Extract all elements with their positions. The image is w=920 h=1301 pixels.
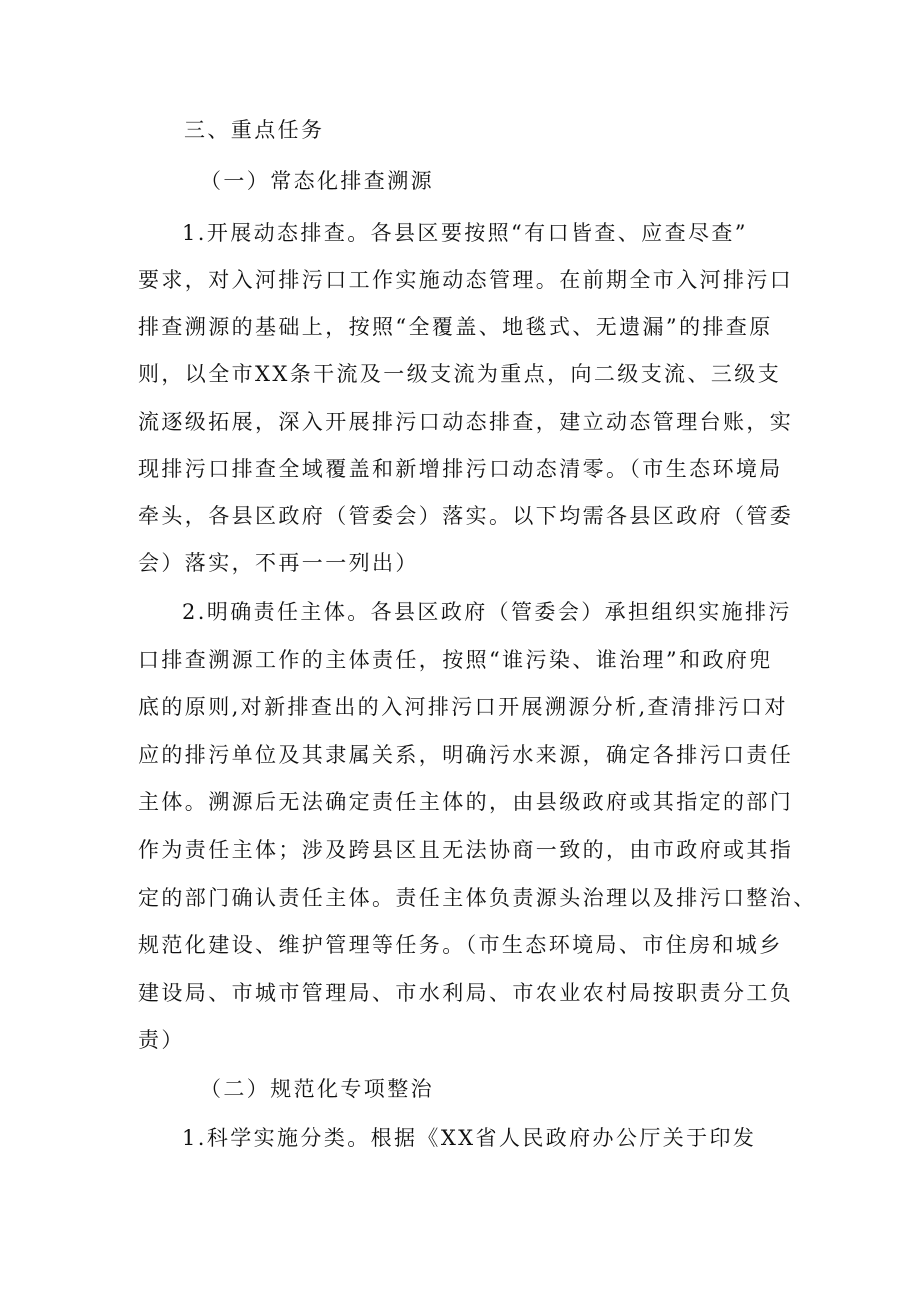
paragraph-line: 主体。溯源后无法确定责任主体的，由县级政府或其指定的部门 <box>138 790 794 814</box>
paragraph-line: 2.明确责任主体。各县区政府（管委会）承担组织实施排污 <box>182 600 792 624</box>
subsection-title-1: （一）常态化排查溯源 <box>200 169 434 193</box>
section-heading: 三、重点任务 <box>184 118 325 142</box>
paragraph-line: 会）落实，不再一一列出） <box>138 551 419 575</box>
paragraph-line: 流逐级拓展，深入开展排污口动态排查，建立动态管理台账，实 <box>138 410 794 434</box>
paragraph-line: 要求，对入河排污口工作实施动态管理。在前期全市入河排污口 <box>138 268 794 292</box>
paragraph-line: 口排查溯源工作的主体责任，按照“谁污染、谁治理”和政府兜 <box>138 648 773 672</box>
paragraph-line: 1.开展动态排查。各县区要按照“有口皆查、应查尽查” <box>182 221 748 245</box>
paragraph-line: 作为责任主体；涉及跨县区且无法协商一致的，由市政府或其指 <box>138 838 794 862</box>
paragraph-line: 牵头，各县区政府（管委会）落实。以下均需各县区政府（管委 <box>138 504 794 528</box>
paragraph-line: 排查溯源的基础上，按照“全覆盖、地毯式、无遗漏”的排查原 <box>138 315 773 339</box>
paragraph-line: 应的排污单位及其隶属关系，明确污水来源，确定各排污口责任 <box>138 743 794 767</box>
paragraph-line: 现排污口排查全域覆盖和新增排污口动态清零。（市生态环境局 <box>138 457 783 481</box>
paragraph-line: 规范化建设、维护管理等任务。（市生态环境局、市住房和城乡 <box>138 933 783 957</box>
paragraph-line: 则，以全市XX条干流及一级支流为重点，向二级支流、三级支 <box>138 362 782 386</box>
paragraph-line: 责） <box>138 1028 185 1052</box>
paragraph-line: 底的原则,对新排查出的入河排污口开展溯源分析,查清排污口对 <box>138 695 788 719</box>
paragraph-line: 1.科学实施分类。根据《XX省人民政府办公厅关于印发 <box>182 1126 757 1150</box>
paragraph-line: 定的部门确认责任主体。责任主体负责源头治理以及排污口整治、 <box>138 886 817 910</box>
paragraph-line: 建设局、市城市管理局、市水利局、市农业农村局按职责分工负 <box>138 981 794 1005</box>
subsection-title-2: （二）规范化专项整治 <box>200 1077 434 1101</box>
